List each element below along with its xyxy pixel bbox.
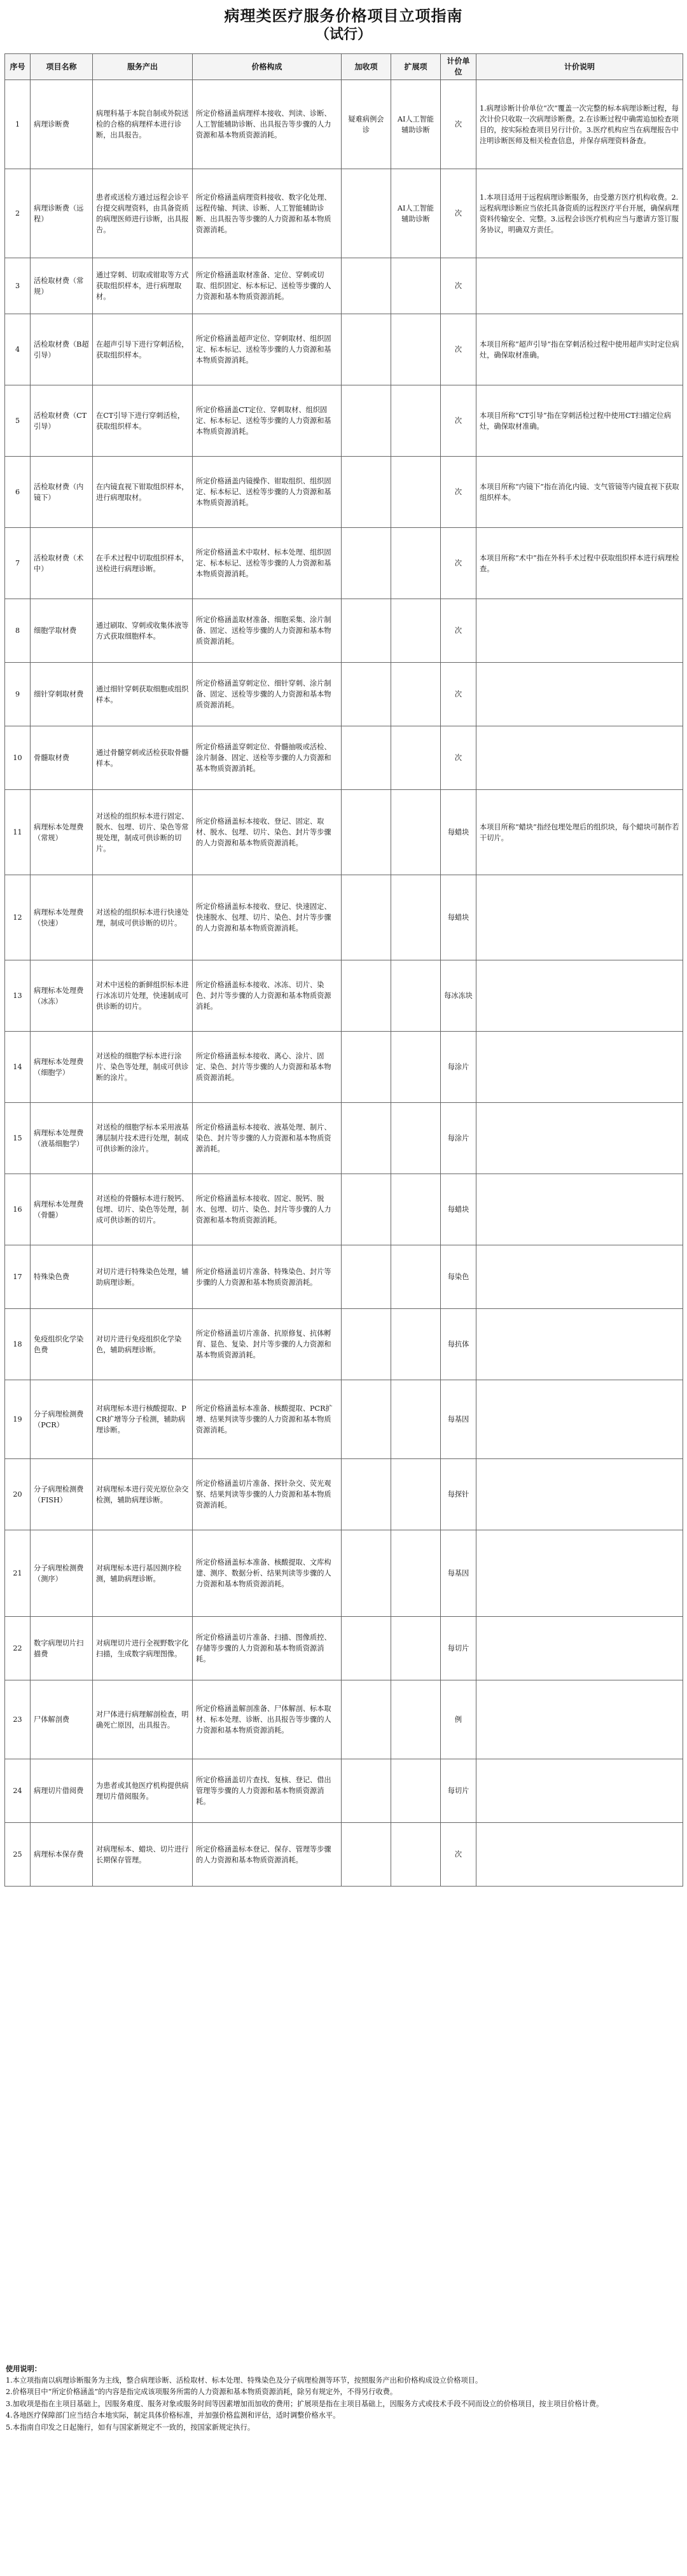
table-row — [5, 960, 683, 1032]
row-plus — [342, 1309, 391, 1380]
row-price: 所定价格涵盖取材准备、定位、穿刺或切取、组织固定、标本标记、送检等步骤的人力资源和基本物质资源消耗。 — [193, 258, 342, 314]
row-name: 病理标本保存费 — [31, 1823, 93, 1887]
row-price: 所定价格涵盖标本接收、固定、脱钙、脱水、包埋、切片、染色、封片等步骤的人力资源和基本物质资源消耗。 — [193, 1174, 342, 1245]
row-price: 所定价格涵盖切片准备、扫描、图像质控、存储等步骤的人力资源和基本物质资源消耗。 — [193, 1617, 342, 1680]
row-no: 22 — [5, 1617, 31, 1680]
row-plus — [342, 457, 391, 528]
row-plus — [342, 169, 391, 258]
row-unit: 每涂片 — [441, 1032, 476, 1103]
row-unit: 次 — [441, 258, 476, 314]
row-price: 所定价格涵盖CT定位、穿刺取材、组织固定、标本标记、送检等步骤的人力资源和基本物质资源消耗。 — [193, 385, 342, 457]
row-no: 1 — [5, 80, 31, 169]
row-plus — [342, 385, 391, 457]
table-row — [5, 528, 683, 599]
row-ext — [391, 875, 441, 960]
row-price: 所定价格涵盖切片准备、探针杂交、荧光观察、结果判读等步骤的人力资源和基本物质资源消耗。 — [193, 1459, 342, 1530]
row-ext — [391, 1103, 441, 1174]
row-output: 通过细针穿刺获取细胞或组织样本。 — [93, 663, 193, 726]
row-plus — [342, 1103, 391, 1174]
row-explain: 1.病理诊断计价单位“次”覆盖一次完整的标本病理诊断过程，每次计价只收取一次病理诊断费。2.在诊断过程中确需追加检查项目的，按实际检查项目另行计价。3.医疗机构应当在病理报告中注明诊断医师及相关检查信息，并保存病理资料备查。 — [476, 80, 683, 169]
row-name: 病理标本处理费（液基细胞学） — [31, 1103, 93, 1174]
row-plus — [342, 1759, 391, 1823]
row-unit: 次 — [441, 169, 476, 258]
row-output: 在CT引导下进行穿刺活检，获取组织样本。 — [93, 385, 193, 457]
row-plus — [342, 663, 391, 726]
row-plus — [342, 1530, 391, 1617]
row-output: 为患者或其他医疗机构提供病理切片借阅服务。 — [93, 1759, 193, 1823]
row-output: 对送检的组织标本进行固定、脱水、包埋、切片、染色等常规处理，制成可供诊断的切片。 — [93, 790, 193, 875]
table-header-row — [5, 54, 683, 80]
table-row — [5, 1617, 683, 1680]
row-plus — [342, 599, 391, 663]
row-explain — [476, 875, 683, 960]
row-explain — [476, 1380, 683, 1459]
row-price: 所定价格涵盖穿刺定位、骨髓抽吸或活检、涂片制备、固定、送检等步骤的人力资源和基本物质资源消耗。 — [193, 726, 342, 790]
notes-title: 使用说明： — [6, 2364, 41, 2373]
row-name: 病理诊断费（远程） — [31, 169, 93, 258]
row-plus — [342, 258, 391, 314]
row-explain — [476, 726, 683, 790]
row-no: 4 — [5, 314, 31, 385]
row-plus — [342, 1032, 391, 1103]
row-plus — [342, 790, 391, 875]
row-ext — [391, 457, 441, 528]
row-name: 病理标本处理费（细胞学） — [31, 1032, 93, 1103]
row-ext — [391, 1617, 441, 1680]
guideline-table — [4, 53, 683, 1887]
row-ext — [391, 960, 441, 1032]
row-plus: 疑难病例会诊 — [342, 80, 391, 169]
row-name: 细针穿刺取材费 — [31, 663, 93, 726]
header-unit: 计价单位 — [441, 54, 476, 80]
table-row — [5, 1680, 683, 1759]
row-output: 对切片进行特殊染色处理，辅助病理诊断。 — [93, 1245, 193, 1309]
row-output: 患者或送检方通过远程会诊平台提交病理资料，由具备资质的病理医师进行诊断，出具报告。 — [93, 169, 193, 258]
row-no: 17 — [5, 1245, 31, 1309]
row-ext: AI人工智能辅助诊断 — [391, 169, 441, 258]
row-name: 数字病理切片扫描费 — [31, 1617, 93, 1680]
note-item: 5.本指南自印发之日起施行，如有与国家新规定不一致的，按国家新规定执行。 — [6, 2423, 255, 2432]
row-price: 所定价格涵盖切片准备、特殊染色、封片等步骤的人力资源和基本物质资源消耗。 — [193, 1245, 342, 1309]
table-row — [5, 599, 683, 663]
row-explain — [476, 1680, 683, 1759]
row-no: 15 — [5, 1103, 31, 1174]
row-ext — [391, 1032, 441, 1103]
row-price: 所定价格涵盖标本接收、冰冻、切片、染色、封片等步骤的人力资源和基本物质资源消耗。 — [193, 960, 342, 1032]
row-name: 分子病理检测费（PCR） — [31, 1380, 93, 1459]
row-price: 所定价格涵盖标本接收、登记、快速固定、快速脱水、包埋、切片、染色、封片等步骤的人力资源和基本物质资源消耗。 — [193, 875, 342, 960]
table-row — [5, 1032, 683, 1103]
row-no: 13 — [5, 960, 31, 1032]
row-explain: 本项目所称“蜡块”指经包埋处理后的组织块，每个蜡块可制作若干切片。 — [476, 790, 683, 875]
row-ext — [391, 790, 441, 875]
row-output: 对病理标本进行核酸提取、PCR扩增等分子检测，辅助病理诊断。 — [93, 1380, 193, 1459]
row-explain — [476, 1032, 683, 1103]
header-explain: 计价说明 — [476, 54, 683, 80]
row-unit: 每染色 — [441, 1245, 476, 1309]
row-unit: 例 — [441, 1680, 476, 1759]
row-name: 病理诊断费 — [31, 80, 93, 169]
row-unit: 每涂片 — [441, 1103, 476, 1174]
header-ext: 扩展项 — [391, 54, 441, 80]
row-unit: 次 — [441, 1823, 476, 1887]
row-plus — [342, 314, 391, 385]
row-output: 通过刷取、穿刺或收集体液等方式获取细胞样本。 — [93, 599, 193, 663]
row-explain — [476, 1759, 683, 1823]
row-no: 16 — [5, 1174, 31, 1245]
row-output: 对切片进行免疫组织化学染色，辅助病理诊断。 — [93, 1309, 193, 1380]
row-price: 所定价格涵盖标本准备、核酸提取、PCR扩增、结果判读等步骤的人力资源和基本物质资源消耗。 — [193, 1380, 342, 1459]
row-explain: 本项目所称“CT引导”指在穿刺活检过程中使用CT扫描定位病灶，确保取材准确。 — [476, 385, 683, 457]
row-ext — [391, 726, 441, 790]
row-unit: 每基因 — [441, 1380, 476, 1459]
header-plus: 加收项 — [342, 54, 391, 80]
row-plus — [342, 1380, 391, 1459]
row-price: 所定价格涵盖标本登记、保存、管理等步骤的人力资源和基本物质资源消耗。 — [193, 1823, 342, 1887]
row-price: 所定价格涵盖术中取材、标本处理、组织固定、标本标记、送检等步骤的人力资源和基本物质资源消耗。 — [193, 528, 342, 599]
row-unit: 每切片 — [441, 1759, 476, 1823]
header-price: 价格构成 — [193, 54, 342, 80]
row-output: 在手术过程中切取组织样本，送检进行病理诊断。 — [93, 528, 193, 599]
row-no: 8 — [5, 599, 31, 663]
row-explain: 本项目所称“超声引导”指在穿刺活检过程中使用超声实时定位病灶，确保取材准确。 — [476, 314, 683, 385]
header-name: 项目名称 — [31, 54, 93, 80]
row-unit: 每蜡块 — [441, 1174, 476, 1245]
row-name: 病理标本处理费（骨髓） — [31, 1174, 93, 1245]
row-explain — [476, 1823, 683, 1887]
row-plus — [342, 1174, 391, 1245]
row-no: 10 — [5, 726, 31, 790]
row-unit: 每切片 — [441, 1617, 476, 1680]
row-ext — [391, 1174, 441, 1245]
row-output: 病理科基于本院自制或外院送检的合格的病理样本进行诊断，出具报告。 — [93, 80, 193, 169]
row-output: 对术中送检的新鲜组织标本进行冰冻切片处理，快速制成可供诊断的切片。 — [93, 960, 193, 1032]
row-ext — [391, 314, 441, 385]
row-no: 21 — [5, 1530, 31, 1617]
row-no: 2 — [5, 169, 31, 258]
row-price: 所定价格涵盖切片查找、复核、登记、借出管理等步骤的人力资源和基本物质资源消耗。 — [193, 1759, 342, 1823]
row-name: 骨髓取材费 — [31, 726, 93, 790]
row-unit: 每基因 — [441, 1530, 476, 1617]
row-unit: 次 — [441, 663, 476, 726]
row-price: 所定价格涵盖标本准备、核酸提取、文库构建、测序、数据分析、结果判读等步骤的人力资源和基本物质资源消耗。 — [193, 1530, 342, 1617]
row-ext — [391, 258, 441, 314]
row-unit: 每抗体 — [441, 1309, 476, 1380]
row-name: 活检取材费（术中） — [31, 528, 93, 599]
row-explain — [476, 663, 683, 726]
row-name: 活检取材费（内镜下） — [31, 457, 93, 528]
row-no: 5 — [5, 385, 31, 457]
row-name: 免疫组织化学染色费 — [31, 1309, 93, 1380]
note-item: 1.本立项指南以病理诊断服务为主线，整合病理诊断、活检取材、标本处理、特殊染色及分子病理检测等环节，按照服务产出和价格构成设立价格项目。 — [6, 2376, 483, 2385]
row-output: 对送检的骨髓标本进行脱钙、包埋、切片、染色等处理，制成可供诊断的切片。 — [93, 1174, 193, 1245]
row-output: 在内镜直视下钳取组织样本，进行病理取材。 — [93, 457, 193, 528]
row-unit: 次 — [441, 599, 476, 663]
row-ext — [391, 599, 441, 663]
table-row — [5, 258, 683, 314]
row-ext — [391, 528, 441, 599]
document-title: 病理类医疗服务价格项目立项指南 — [224, 6, 463, 25]
table-row — [5, 726, 683, 790]
note-item: 3.加收项是指在主项目基础上，因服务难度、服务对象或服务时间等因素增加而加收的费用；扩展项是指在主项目基础上，因服务方式或技术手段不同而设立的价格项目，按主项目价格计费。 — [6, 2399, 604, 2408]
header-output: 服务产出 — [93, 54, 193, 80]
table-row — [5, 457, 683, 528]
row-price: 所定价格涵盖标本接收、离心、涂片、固定、染色、封片等步骤的人力资源和基本物质资源消耗。 — [193, 1032, 342, 1103]
row-name: 分子病理检测费（测序） — [31, 1530, 93, 1617]
row-unit: 次 — [441, 80, 476, 169]
row-plus — [342, 1245, 391, 1309]
row-explain: 1.本项目适用于远程病理诊断服务，由受邀方医疗机构收费。2.远程病理诊断应当依托具备资质的远程医疗平台开展，确保病理资料传输安全、完整。3.远程会诊医疗机构应当与邀请方签订服务协议，明确双方责任。 — [476, 169, 683, 258]
row-name: 特殊染色费 — [31, 1245, 93, 1309]
row-output: 通过骨髓穿刺或活检获取骨髓样本。 — [93, 726, 193, 790]
table-row — [5, 385, 683, 457]
row-no: 20 — [5, 1459, 31, 1530]
table-row — [5, 1530, 683, 1617]
note-item: 4.各地医疗保障部门应当结合本地实际，制定具体价格标准，并加强价格监测和评估，适时调整价格水平。 — [6, 2411, 340, 2420]
row-output: 对病理切片进行全视野数字化扫描，生成数字病理图像。 — [93, 1617, 193, 1680]
row-ext — [391, 1459, 441, 1530]
row-price: 所定价格涵盖切片准备、抗原修复、抗体孵育、显色、复染、封片等步骤的人力资源和基本物质资源消耗。 — [193, 1309, 342, 1380]
row-price: 所定价格涵盖标本接收、液基处理、制片、染色、封片等步骤的人力资源和基本物质资源消耗。 — [193, 1103, 342, 1174]
row-explain — [476, 1309, 683, 1380]
row-output: 对送检的细胞学标本进行涂片、染色等处理，制成可供诊断的涂片。 — [93, 1032, 193, 1103]
table-row — [5, 875, 683, 960]
row-name: 活检取材费（B超引导） — [31, 314, 93, 385]
table-body — [5, 80, 683, 1887]
row-name: 病理切片借阅费 — [31, 1759, 93, 1823]
usage-notes — [6, 2364, 681, 2434]
row-no: 11 — [5, 790, 31, 875]
row-name: 分子病理检测费（FISH） — [31, 1459, 93, 1530]
row-unit: 次 — [441, 314, 476, 385]
row-output: 对尸体进行病理解剖检查，明确死亡原因，出具报告。 — [93, 1680, 193, 1759]
row-unit: 每冰冻块 — [441, 960, 476, 1032]
row-unit: 每探针 — [441, 1459, 476, 1530]
row-ext — [391, 385, 441, 457]
table-row — [5, 80, 683, 169]
row-unit: 每蜡块 — [441, 790, 476, 875]
row-no: 25 — [5, 1823, 31, 1887]
row-no: 24 — [5, 1759, 31, 1823]
row-explain — [476, 1617, 683, 1680]
row-no: 19 — [5, 1380, 31, 1459]
row-price: 所定价格涵盖内镜操作、钳取组织、组织固定、标本标记、送检等步骤的人力资源和基本物质资源消耗。 — [193, 457, 342, 528]
document-header — [0, 0, 687, 53]
row-plus — [342, 1617, 391, 1680]
row-name: 病理标本处理费（冰冻） — [31, 960, 93, 1032]
header-no: 序号 — [5, 54, 31, 80]
row-no: 6 — [5, 457, 31, 528]
row-name: 病理标本处理费（快速） — [31, 875, 93, 960]
row-unit: 次 — [441, 528, 476, 599]
row-explain — [476, 960, 683, 1032]
row-plus — [342, 960, 391, 1032]
document-subtitle: （试行） — [315, 26, 371, 43]
row-no: 12 — [5, 875, 31, 960]
table-row — [5, 1759, 683, 1823]
row-no: 23 — [5, 1680, 31, 1759]
table-row — [5, 1459, 683, 1530]
row-output: 在超声引导下进行穿刺活检，获取组织样本。 — [93, 314, 193, 385]
row-plus — [342, 1823, 391, 1887]
table-row — [5, 1380, 683, 1459]
row-explain — [476, 1530, 683, 1617]
row-price: 所定价格涵盖超声定位、穿刺取材、组织固定、标本标记、送检等步骤的人力资源和基本物质资源消耗。 — [193, 314, 342, 385]
row-name: 活检取材费（常规） — [31, 258, 93, 314]
row-no: 9 — [5, 663, 31, 726]
row-price: 所定价格涵盖穿刺定位、细针穿刺、涂片制备、固定、送检等步骤的人力资源和基本物质资源消耗。 — [193, 663, 342, 726]
row-no: 7 — [5, 528, 31, 599]
row-plus — [342, 528, 391, 599]
row-output: 对送检的组织标本进行快速处理，制成可供诊断的切片。 — [93, 875, 193, 960]
row-ext — [391, 1530, 441, 1617]
row-no: 3 — [5, 258, 31, 314]
row-no: 14 — [5, 1032, 31, 1103]
row-output: 对病理标本进行基因测序检测，辅助病理诊断。 — [93, 1530, 193, 1617]
row-unit: 次 — [441, 385, 476, 457]
notes-list — [6, 2376, 681, 2434]
row-price: 所定价格涵盖标本接收、登记、固定、取材、脱水、包埋、切片、染色、封片等步骤的人力资源和基本物质资源消耗。 — [193, 790, 342, 875]
row-unit: 次 — [441, 726, 476, 790]
row-explain — [476, 599, 683, 663]
row-plus — [342, 726, 391, 790]
row-output: 对送检的细胞学标本采用液基薄层制片技术进行处理，制成可供诊断的涂片。 — [93, 1103, 193, 1174]
row-price: 所定价格涵盖病理资料接收、数字化处理、远程传输、判读、诊断、人工智能辅助诊断、出具报告等步骤的人力资源和基本物质资源消耗。 — [193, 169, 342, 258]
row-plus — [342, 1680, 391, 1759]
row-output: 通过穿刺、切取或钳取等方式获取组织样本，进行病理取材。 — [93, 258, 193, 314]
row-explain — [476, 258, 683, 314]
row-name: 尸体解剖费 — [31, 1680, 93, 1759]
row-unit: 每蜡块 — [441, 875, 476, 960]
row-name: 细胞学取材费 — [31, 599, 93, 663]
row-no: 18 — [5, 1309, 31, 1380]
row-explain — [476, 1459, 683, 1530]
row-ext — [391, 1309, 441, 1380]
row-explain — [476, 1174, 683, 1245]
row-output: 对病理标本、蜡块、切片进行长期保存管理。 — [93, 1823, 193, 1887]
table-row — [5, 1309, 683, 1380]
row-explain: 本项目所称“术中”指在外科手术过程中获取组织样本进行病理检查。 — [476, 528, 683, 599]
row-explain — [476, 1245, 683, 1309]
table-row — [5, 1103, 683, 1174]
row-price: 所定价格涵盖解剖准备、尸体解剖、标本取材、标本处理、诊断、出具报告等步骤的人力资源和基本物质资源消耗。 — [193, 1680, 342, 1759]
row-ext — [391, 1759, 441, 1823]
row-price: 所定价格涵盖病理样本接收、判读、诊断、人工智能辅助诊断、出具报告等步骤的人力资源和基本物质资源消耗。 — [193, 80, 342, 169]
row-plus — [342, 1459, 391, 1530]
table-row — [5, 314, 683, 385]
row-ext: AI人工智能辅助诊断 — [391, 80, 441, 169]
row-name: 病理标本处理费（常规） — [31, 790, 93, 875]
row-ext — [391, 1680, 441, 1759]
row-name: 活检取材费（CT引导） — [31, 385, 93, 457]
row-ext — [391, 1380, 441, 1459]
row-ext — [391, 1245, 441, 1309]
table-row — [5, 1823, 683, 1887]
table-row — [5, 790, 683, 875]
row-plus — [342, 875, 391, 960]
row-output: 对病理标本进行荧光原位杂交检测，辅助病理诊断。 — [93, 1459, 193, 1530]
row-ext — [391, 1823, 441, 1887]
row-price: 所定价格涵盖取材准备、细胞采集、涂片制备、固定、送检等步骤的人力资源和基本物质资源消耗。 — [193, 599, 342, 663]
table-row — [5, 1174, 683, 1245]
table-row — [5, 663, 683, 726]
row-ext — [391, 663, 441, 726]
table-row — [5, 169, 683, 258]
note-item: 2.价格项目中“所定价格涵盖”的内容是指完成该项服务所需的人力资源和基本物质资源消耗，除另有规定外，不得另行收费。 — [6, 2388, 398, 2396]
row-explain: 本项目所称“内镜下”指在消化内镜、支气管镜等内镜直视下获取组织样本。 — [476, 457, 683, 528]
table-row — [5, 1245, 683, 1309]
row-explain — [476, 1103, 683, 1174]
row-unit: 次 — [441, 457, 476, 528]
